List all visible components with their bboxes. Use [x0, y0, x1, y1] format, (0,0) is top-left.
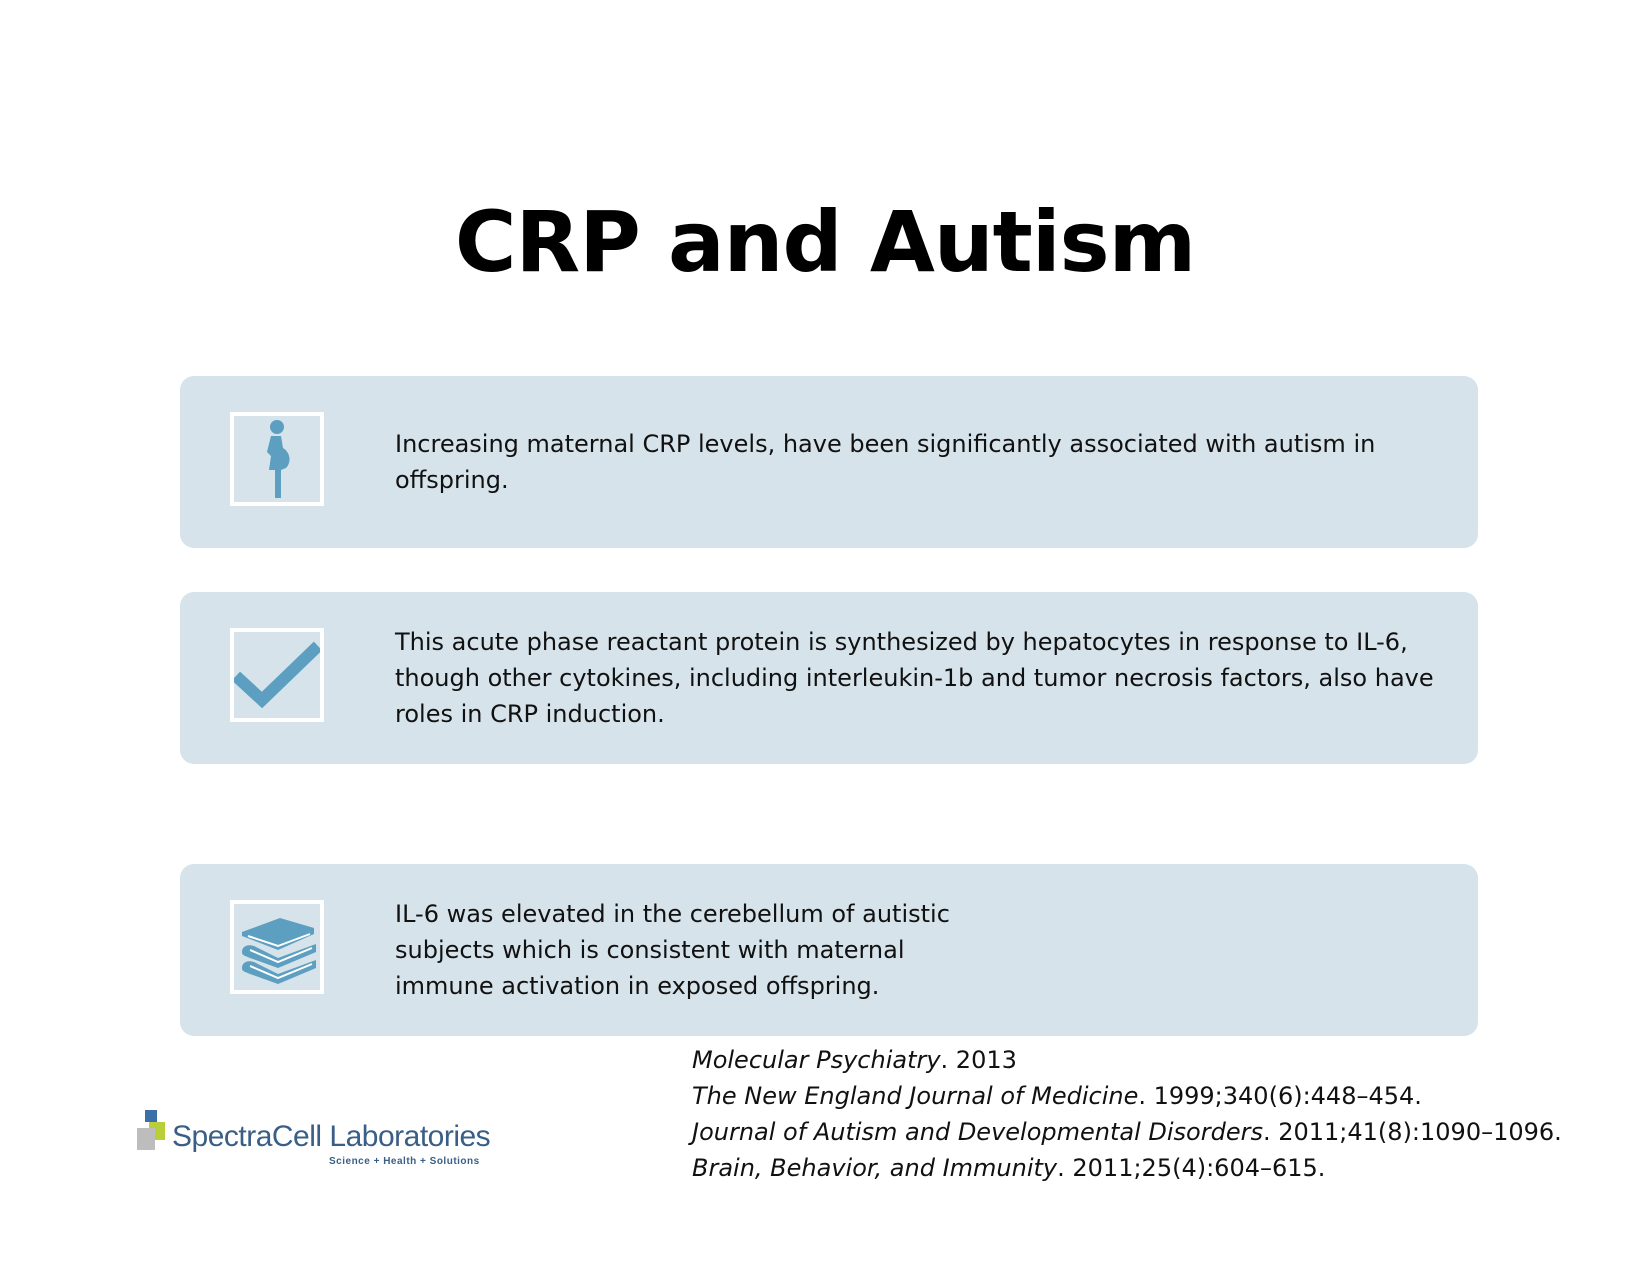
info-card-il6-cerebellum: [180, 864, 1478, 1036]
reference-item: The New England Journal of Medicine. 1999;340(6):448–454.: [692, 1082, 1422, 1110]
logo-tagline: Science + Health + Solutions: [329, 1156, 480, 1167]
logo-mark-icon: [137, 1110, 169, 1156]
checkmark-icon: [230, 628, 324, 722]
page-title: CRP and Autism: [454, 193, 1196, 291]
reference-item: Journal of Autism and Developmental Disorders. 2011;41(8):1090–1096.: [692, 1118, 1562, 1146]
reference-item: Brain, Behavior, and Immunity. 2011;25(4):604–615.: [692, 1154, 1326, 1182]
info-card-crp-synthesis: [180, 592, 1478, 764]
card-text: Increasing maternal CRP levels, have been significantly associated with autism in offspring.: [395, 430, 1376, 494]
reference-item: Molecular Psychiatry. 2013: [692, 1046, 1017, 1074]
spectracell-logo: [137, 1110, 497, 1170]
card-text: IL-6 was elevated in the cerebellum of autistic subjects which is consistent with maternal immune activation in exposed offspring.: [395, 900, 950, 1000]
books-icon: [230, 900, 324, 994]
card-text: This acute phase reactant protein is synthesized by hepatocytes in response to IL-6, though other cytokines, including interleukin-1b and tumor necrosis factors, also have roles in CRP induction.: [395, 628, 1434, 728]
logo-name: SpectraCell Laboratories: [172, 1120, 491, 1153]
pregnant-woman-icon: [230, 412, 324, 506]
references: [692, 1042, 1562, 1186]
info-card-maternal-crp: [180, 376, 1478, 548]
